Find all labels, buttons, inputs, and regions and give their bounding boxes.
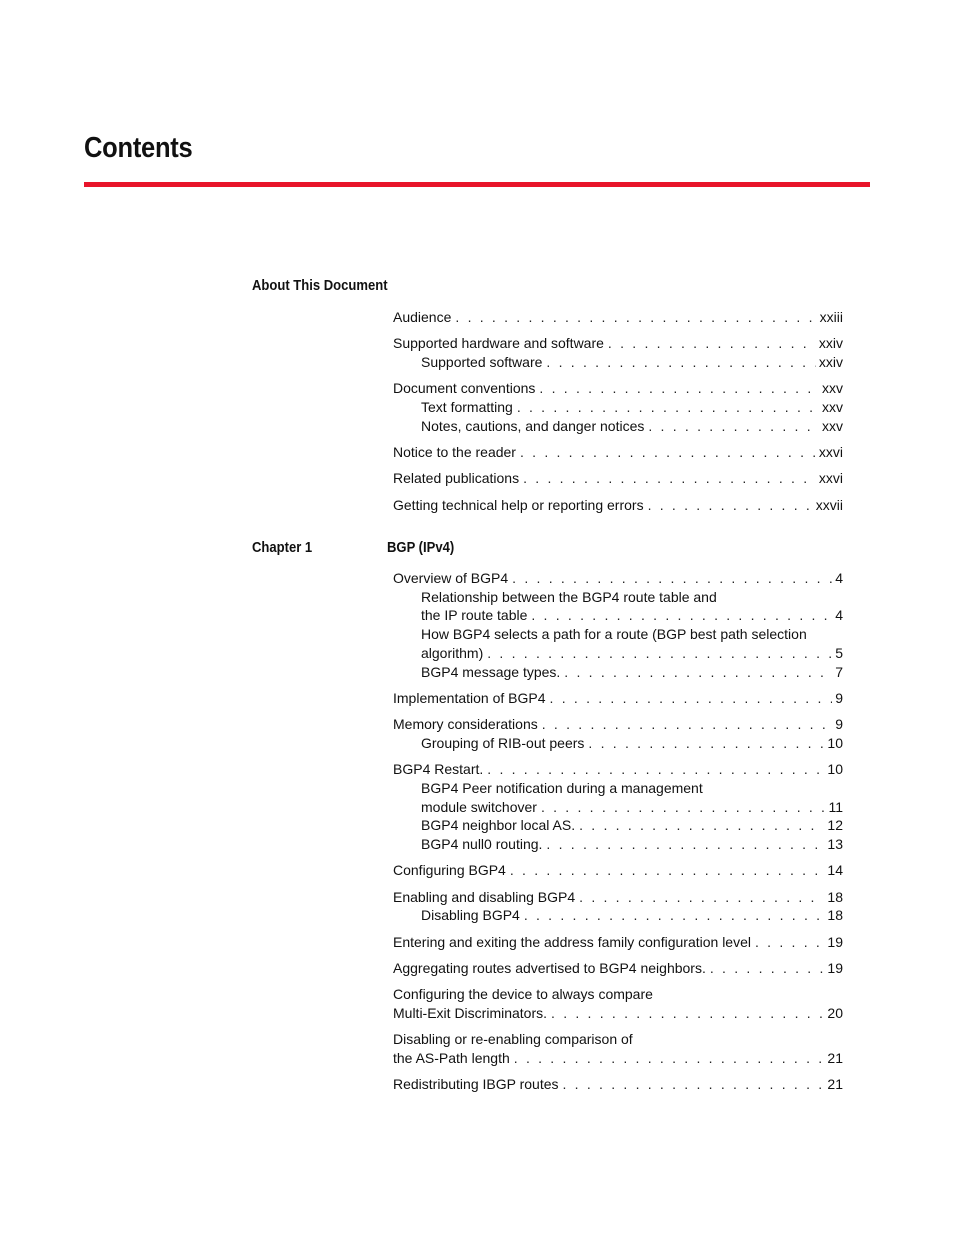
toc-entry-text: Configuring BGP4 xyxy=(393,862,506,879)
toc-entry-page: 18 xyxy=(827,907,843,924)
dot-leader xyxy=(483,760,824,779)
toc-entry[interactable] xyxy=(393,861,843,880)
toc-entry-page: 4 xyxy=(835,570,843,586)
toc-entry-page: xxvi xyxy=(818,444,843,460)
toc-entry-text-line2: the IP route table xyxy=(421,607,528,624)
toc-entry-text: BGP4 message types. xyxy=(421,663,561,680)
toc-entry-text-line2: the AS-Path length xyxy=(393,1049,510,1066)
dot-leader xyxy=(560,663,832,682)
toc-entry-page: 11 xyxy=(828,798,843,815)
toc-entry-text: BGP4 null0 routing. xyxy=(421,835,543,852)
toc-entry[interactable] xyxy=(393,1030,843,1067)
dot-leader xyxy=(706,959,825,978)
toc-entry[interactable] xyxy=(393,334,843,353)
toc-entry-text-line1: Relationship between the BGP4 route table and xyxy=(421,588,717,605)
toc-subentry[interactable] xyxy=(393,906,843,925)
toc-entry-page: 5 xyxy=(835,644,843,661)
toc-entry-text: Overview of BGP4 xyxy=(393,570,509,586)
section-heading-about: About This Document xyxy=(252,278,388,294)
toc-entry-page: 7 xyxy=(835,663,843,680)
toc-entry-text: Related publications xyxy=(393,470,520,487)
toc-list-chapter-1 xyxy=(393,569,843,1094)
toc-entry-page: xxiii xyxy=(819,309,843,325)
toc-entry-text: Grouping of RIB-out peers xyxy=(421,734,585,751)
toc-entry-page: 10 xyxy=(827,734,843,751)
toc-subentry[interactable] xyxy=(393,816,843,835)
toc-entry[interactable] xyxy=(393,760,843,779)
toc-entry-text: Supported software xyxy=(421,354,543,370)
toc-entry-page: xxv xyxy=(822,380,843,397)
dot-leader xyxy=(644,417,819,436)
dot-leader xyxy=(527,606,832,625)
dot-leader xyxy=(535,379,819,398)
toc-entry-text: Entering and exiting the address family configuration level xyxy=(393,933,751,950)
toc-entry-text: Implementation of BGP4 xyxy=(393,689,546,706)
toc-entry[interactable] xyxy=(393,1075,843,1094)
toc-entry-text: Notes, cautions, and danger notices xyxy=(421,417,645,434)
toc-entry-text: Memory considerations xyxy=(393,716,538,733)
chapter-label: Chapter 1 xyxy=(252,540,313,556)
toc-entry-page: xxvi xyxy=(818,470,843,487)
toc-entry-text: Text formatting xyxy=(421,399,513,415)
toc-entry-page: xxv xyxy=(822,399,843,415)
toc-subentry[interactable] xyxy=(393,417,843,436)
toc-subentry[interactable] xyxy=(393,353,843,372)
toc-entry-text: Audience xyxy=(393,309,452,325)
dot-leader xyxy=(575,816,824,835)
toc-subentry[interactable] xyxy=(393,663,843,682)
toc-entry-page: xxvii xyxy=(815,496,843,513)
toc-entry-page: 20 xyxy=(827,1004,843,1021)
dot-leader xyxy=(547,1004,824,1023)
toc-entry-page: 18 xyxy=(827,888,843,905)
toc-entry-page: 12 xyxy=(827,817,843,834)
toc-entry-text-line1: Disabling or re-enabling comparison of xyxy=(393,1031,633,1048)
dot-leader xyxy=(546,689,833,708)
toc-entry-text-line1: Configuring the device to always compare xyxy=(393,986,653,1003)
toc-entry-page: 10 xyxy=(827,761,843,778)
toc-entry[interactable] xyxy=(393,469,843,488)
toc-entry-page: 9 xyxy=(835,689,843,706)
toc-entry[interactable] xyxy=(393,715,843,734)
toc-entry-text: Aggregating routes advertised to BGP4 neighbors. xyxy=(393,959,706,976)
toc-entry-page: 9 xyxy=(835,716,843,733)
dot-leader xyxy=(451,308,816,327)
dot-leader xyxy=(520,906,825,925)
toc-subentry[interactable] xyxy=(393,625,843,662)
toc-subentry[interactable] xyxy=(393,398,843,417)
dot-leader xyxy=(510,1049,825,1068)
dot-leader xyxy=(604,334,816,353)
chapter-title: BGP (IPv4) xyxy=(387,540,455,556)
dot-leader xyxy=(513,398,819,417)
dot-leader xyxy=(542,835,824,854)
toc-entry-text: BGP4 Restart. xyxy=(393,761,484,778)
dot-leader xyxy=(506,861,825,880)
dot-leader xyxy=(751,933,824,952)
dot-leader xyxy=(538,715,832,734)
toc-subentry[interactable] xyxy=(393,835,843,854)
dot-leader xyxy=(542,353,815,372)
toc-subentry[interactable] xyxy=(393,734,843,753)
toc-subentry[interactable] xyxy=(393,588,843,625)
toc-entry-page: xxiv xyxy=(818,335,843,352)
toc-entry-page: 4 xyxy=(835,607,843,624)
toc-entry[interactable] xyxy=(393,985,843,1022)
toc-entry-page: 19 xyxy=(827,933,843,950)
toc-entry[interactable] xyxy=(393,443,843,462)
toc-entry-text: Supported hardware and software xyxy=(393,335,604,352)
toc-entry-text-line2: algorithm) xyxy=(421,644,484,661)
toc-entry-page: 13 xyxy=(827,835,843,852)
toc-subentry[interactable] xyxy=(393,779,843,816)
toc-entry[interactable] xyxy=(393,933,843,952)
dot-leader xyxy=(559,1075,825,1094)
dot-leader xyxy=(537,798,826,817)
dot-leader xyxy=(575,888,824,907)
toc-entry-text: BGP4 neighbor local AS. xyxy=(421,817,576,834)
toc-entry-text: Disabling BGP4 xyxy=(421,907,520,924)
toc-entry-text: Getting technical help or reporting errors xyxy=(393,496,644,513)
toc-entry-text: Enabling and disabling BGP4 xyxy=(393,888,576,905)
toc-entry-page: 14 xyxy=(827,862,843,879)
dot-leader xyxy=(644,496,813,515)
toc-entry-page: xxiv xyxy=(818,354,843,370)
toc-entry-text-line2: module switchover xyxy=(421,798,537,815)
dot-leader xyxy=(508,569,832,588)
toc-entry-page: xxv xyxy=(822,417,843,434)
toc-entry-page: 21 xyxy=(827,1076,843,1093)
toc-entry-text-line1: How BGP4 selects a path for a route (BGP best path selection xyxy=(421,626,807,643)
dot-leader xyxy=(519,469,816,488)
toc-entry-text-line2: Multi-Exit Discriminators. xyxy=(393,1004,548,1021)
title-rule xyxy=(84,182,870,187)
dot-leader xyxy=(516,443,816,462)
toc-entry[interactable] xyxy=(393,959,843,978)
toc-entry-text-line1: BGP4 Peer notification during a management xyxy=(421,779,703,796)
toc-entry-text: Notice to the reader xyxy=(393,444,516,460)
dot-leader xyxy=(483,644,832,663)
toc-entry[interactable] xyxy=(393,569,843,588)
page-title: Contents xyxy=(84,132,193,164)
dot-leader xyxy=(584,734,824,753)
toc-entry[interactable] xyxy=(393,888,843,907)
toc-entry[interactable] xyxy=(393,689,843,708)
toc-entry-page: 21 xyxy=(827,1049,843,1066)
toc-entry[interactable] xyxy=(393,496,843,515)
toc-entry-page: 19 xyxy=(827,959,843,976)
toc-entry[interactable] xyxy=(393,308,843,327)
toc-entry[interactable] xyxy=(393,379,843,398)
toc-entry-text: Document conventions xyxy=(393,380,536,397)
toc-list-about xyxy=(393,308,843,514)
toc-entry-text: Redistributing IBGP routes xyxy=(393,1076,559,1093)
